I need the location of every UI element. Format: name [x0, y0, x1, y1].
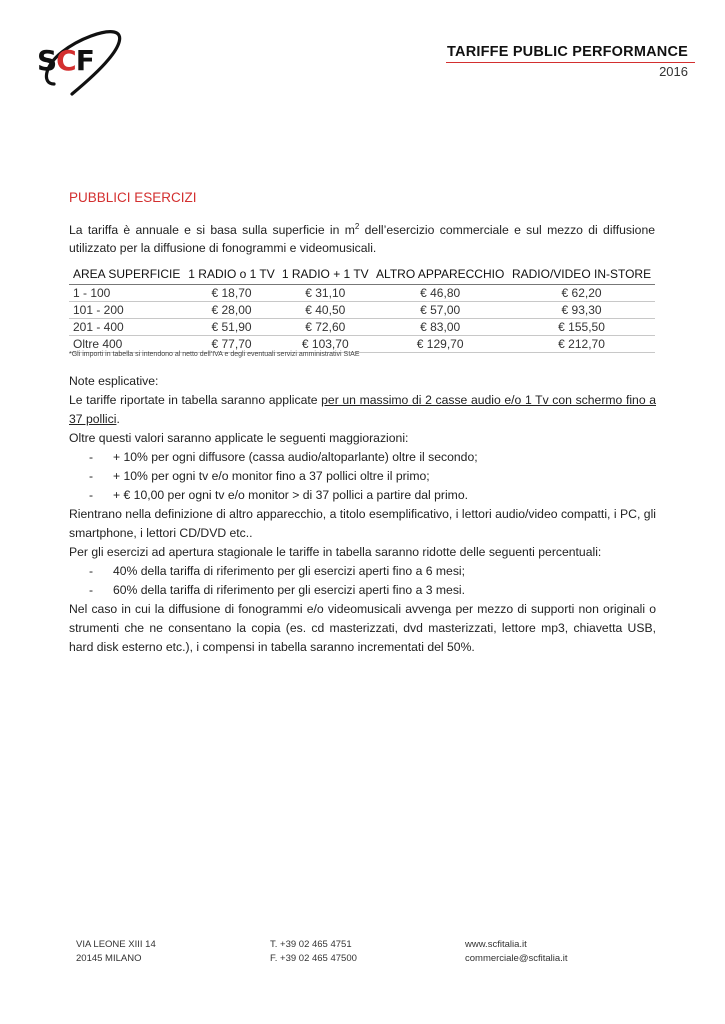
- table-header-cell: 1 RADIO + 1 TV: [278, 265, 372, 285]
- list-item: [69, 486, 656, 505]
- table-cell: € 40,50: [278, 302, 372, 319]
- table-row: [69, 285, 655, 302]
- table-cell: € 28,00: [185, 302, 279, 319]
- section-title: PUBBLICI ESERCIZI: [69, 190, 197, 205]
- table-row: [69, 336, 655, 353]
- bullet-dash: -: [89, 564, 94, 578]
- list-item: [69, 448, 656, 467]
- tariff-table: [69, 265, 655, 353]
- table-header-cell: RADIO/VIDEO IN-STORE: [508, 265, 655, 285]
- table-cell: € 103,70: [278, 336, 372, 353]
- table-row: [69, 319, 655, 336]
- notes-paragraph-2: Oltre questi valori saranno applicate le seguenti maggiorazioni:: [69, 431, 409, 445]
- table-header-cell: AREA SUPERFICIE: [69, 265, 185, 285]
- notes-p1-text: Le tariffe riportate in tabella saranno applicate: [69, 393, 322, 407]
- document-year: 2016: [659, 64, 688, 79]
- logo-letter-f: F: [75, 44, 94, 77]
- table-cell: € 62,20: [508, 285, 655, 302]
- bullet-dash: -: [89, 450, 94, 464]
- notes-paragraph-4: Per gli esercizi ad apertura stagionale le tariffe in tabella saranno ridotte delle seguenti percentuali:: [69, 545, 602, 559]
- footer-online: [465, 938, 568, 966]
- list-item: [69, 562, 656, 581]
- table-cell: 1 - 100: [69, 285, 185, 302]
- table-cell: € 46,80: [372, 285, 508, 302]
- footer-email-link[interactable]: commerciale@scfitalia.it: [465, 953, 568, 964]
- table-cell: € 77,70: [185, 336, 279, 353]
- title-divider: [446, 62, 695, 63]
- table-header-cell: 1 RADIO o 1 TV: [185, 265, 279, 285]
- bullet-dash: -: [89, 469, 94, 483]
- logo-wordmark: [37, 44, 94, 77]
- table-cell: € 72,60: [278, 319, 372, 336]
- footer-address-line-1: VIA LEONE XIII 14: [76, 939, 156, 950]
- list-item: [69, 581, 656, 600]
- table-footnote: *Gli importi in tabella si intendono al netto dell’IVA e degli eventuali servizi amministrativi SIAE: [69, 351, 360, 358]
- footer-website-link[interactable]: www.scfitalia.it: [465, 939, 527, 950]
- list-item-text: + 10% per ogni diffusore (cassa audio/altoparlante) oltre il secondo;: [113, 450, 478, 464]
- table-header-row: [69, 265, 655, 285]
- notes-p1-underlined: per un massimo di 2 casse audio e/o 1 Tv con schermo fino a 37 pollici: [69, 393, 657, 426]
- list-item-text: + 10% per ogni tv e/o monitor fino a 37 pollici oltre il primo;: [113, 469, 430, 483]
- footer-address: [76, 938, 156, 966]
- table-cell: € 57,00: [372, 302, 508, 319]
- table-cell: € 31,10: [278, 285, 372, 302]
- intro-paragraph: [69, 218, 655, 257]
- scf-logo: [34, 26, 126, 96]
- table-cell: Oltre 400: [69, 336, 185, 353]
- table-cell: € 212,70: [508, 336, 655, 353]
- bullet-dash: -: [89, 583, 94, 597]
- list-item-text: + € 10,00 per ogni tv e/o monitor > di 37 pollici a partire dal primo.: [113, 488, 468, 502]
- table-cell: € 155,50: [508, 319, 655, 336]
- document-title: TARIFFE PUBLIC PERFORMANCE: [447, 44, 688, 60]
- table-row: [69, 302, 655, 319]
- list-item: [69, 467, 656, 486]
- table-cell: € 129,70: [372, 336, 508, 353]
- table-cell: 201 - 400: [69, 319, 185, 336]
- footer-phone: T. +39 02 465 4751: [270, 939, 352, 950]
- logo-letter-c: C: [56, 44, 76, 77]
- list-item-text: 60% della tariffa di riferimento per gli esercizi aperti fino a 3 mesi.: [113, 583, 466, 597]
- notes-paragraph-5: Nel caso in cui la diffusione di fonogrammi e/o videomusicali avvenga per mezzo di supporti non originali o strumenti che ne consentano la copia (es. cd masterizzati, dvd masterizzati, lettore mp3, chiavetta USB, hard disk esterno etc.), i compensi in tabella saranno incrementati del 50%.: [69, 602, 656, 654]
- intro-text-a: La tariffa è annuale e si basa sulla superficie in m: [69, 223, 355, 238]
- bullet-dash: -: [89, 488, 94, 502]
- notes-heading: Note esplicative:: [69, 374, 159, 388]
- notes-paragraph-1: [69, 391, 656, 429]
- footer-address-line-2: 20145 MILANO: [76, 953, 142, 964]
- notes-paragraph-3: Rientrano nella definizione di altro apparecchio, a titolo esemplificativo, i lettori audio/video compatti, i PC, gli smartphone, i lettori CD/DVD etc..: [69, 507, 656, 540]
- table-cell: € 18,70: [185, 285, 279, 302]
- list-item-text: 40% della tariffa di riferimento per gli esercizi aperti fino a 6 mesi;: [113, 564, 466, 578]
- logo-letter-s: S: [37, 44, 57, 77]
- intro-superscript: 2: [354, 222, 360, 231]
- table-cell: 101 - 200: [69, 302, 185, 319]
- notes-section: [69, 372, 656, 657]
- table-cell: € 51,90: [185, 319, 279, 336]
- table-cell: € 83,00: [372, 319, 508, 336]
- footer-contacts: [270, 938, 357, 966]
- footer-fax: F. +39 02 465 47500: [270, 953, 357, 964]
- table-cell: € 93,30: [508, 302, 655, 319]
- intro-text-b: dell’esercizio commerciale e sul mezzo di diffusione utilizzato per la diffusione di fonogrammi e videomusicali.: [69, 223, 656, 256]
- notes-p1-end: .: [116, 412, 120, 426]
- table-header-cell: ALTRO APPARECCHIO: [372, 265, 508, 285]
